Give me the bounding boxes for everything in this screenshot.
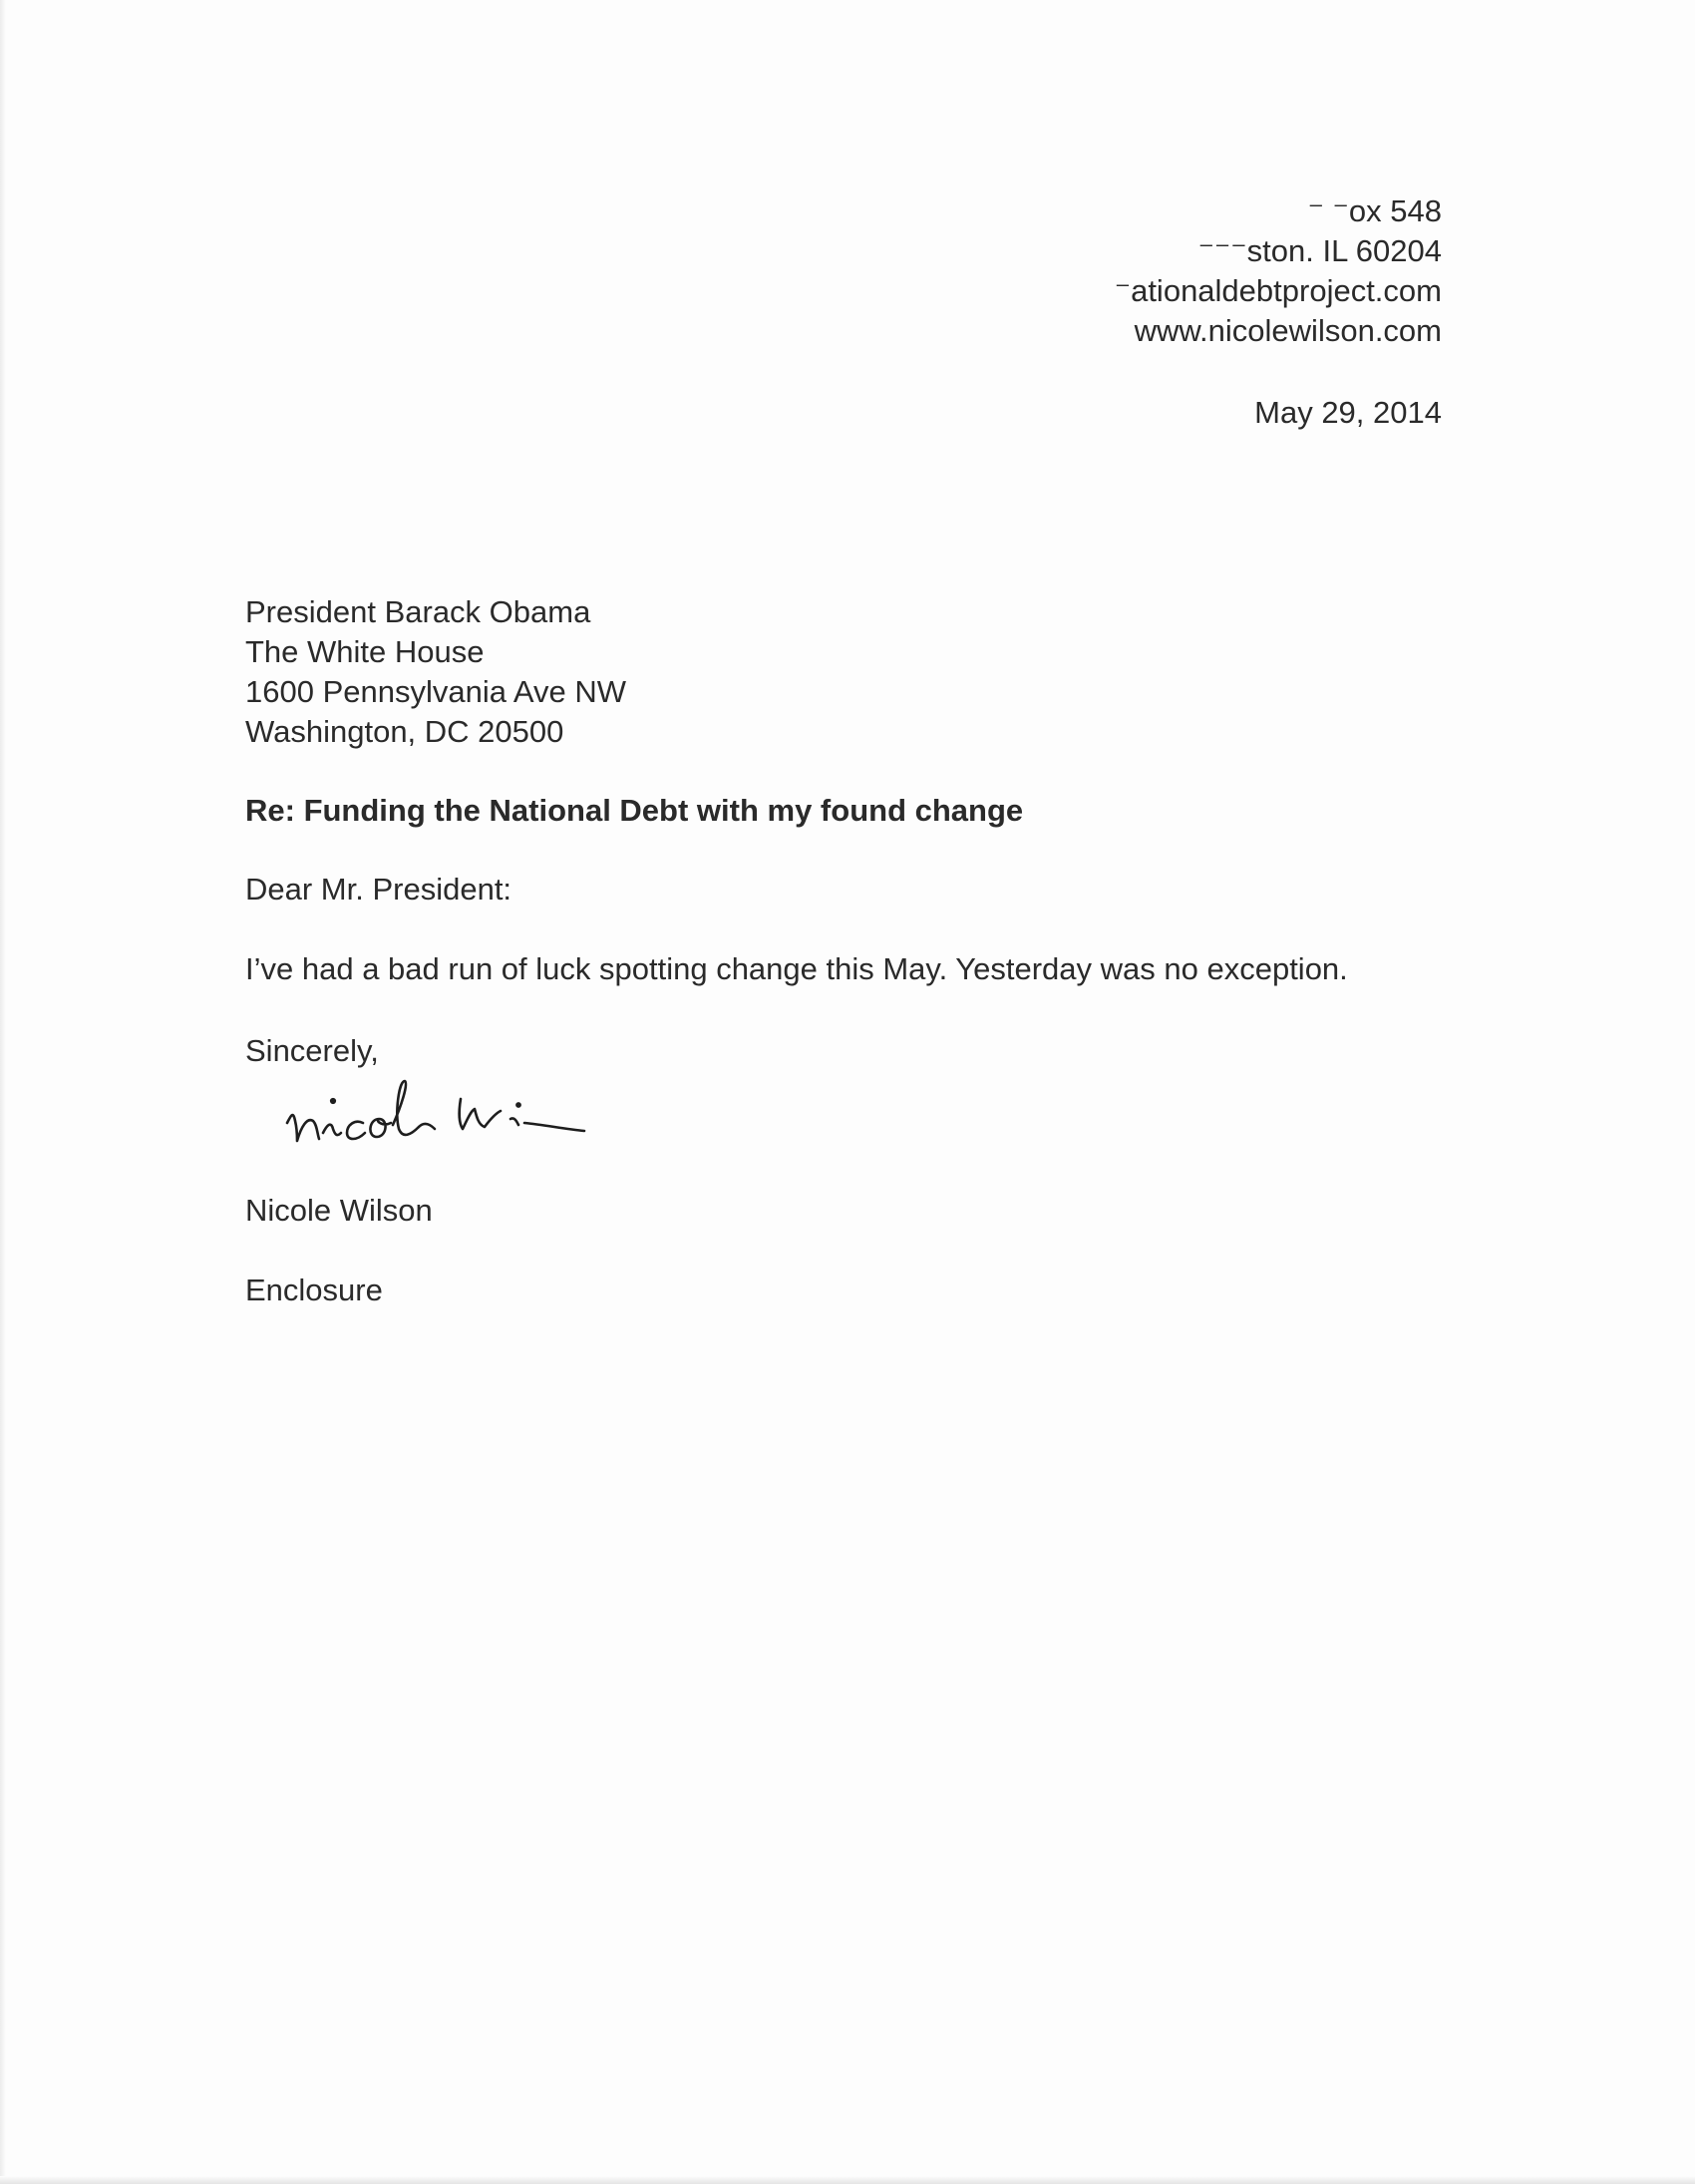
recipient-address-block (245, 592, 626, 752)
salutation: Dear Mr. President: (245, 872, 512, 907)
sender-address-line-2: ⁻⁻⁻ston. IL 60204 (1197, 233, 1442, 268)
signature-text: nicole wi (275, 1171, 279, 1172)
signer-name: Nicole Wilson (245, 1193, 433, 1228)
sender-website-1: ⁻ationaldebtproject.com (1114, 273, 1442, 308)
sender-address-block (1115, 191, 1442, 351)
recipient-name: President Barack Obama (245, 594, 591, 629)
recipient-city-state-zip: Washington, DC 20500 (245, 714, 564, 749)
subject-line: Re: Funding the National Debt with my found change (245, 793, 1024, 828)
scan-bottom-shadow (0, 2176, 1695, 2184)
handwritten-signature (275, 1063, 674, 1173)
closing: Sincerely, (245, 1033, 379, 1068)
letter-date: May 29, 2014 (1254, 395, 1442, 430)
sender-website-2: www.nicolewilson.com (1134, 313, 1442, 348)
enclosure-note: Enclosure (245, 1273, 383, 1307)
scan-edge-shadow (0, 0, 6, 2184)
recipient-street: 1600 Pennsylvania Ave NW (245, 674, 626, 709)
recipient-organization: The White House (245, 634, 485, 669)
sender-address-line-1: ⁻ ⁻ox 548 (1307, 193, 1442, 228)
body-paragraph: I’ve had a bad run of luck spotting change this May. Yesterday was no exception. (245, 951, 1348, 986)
